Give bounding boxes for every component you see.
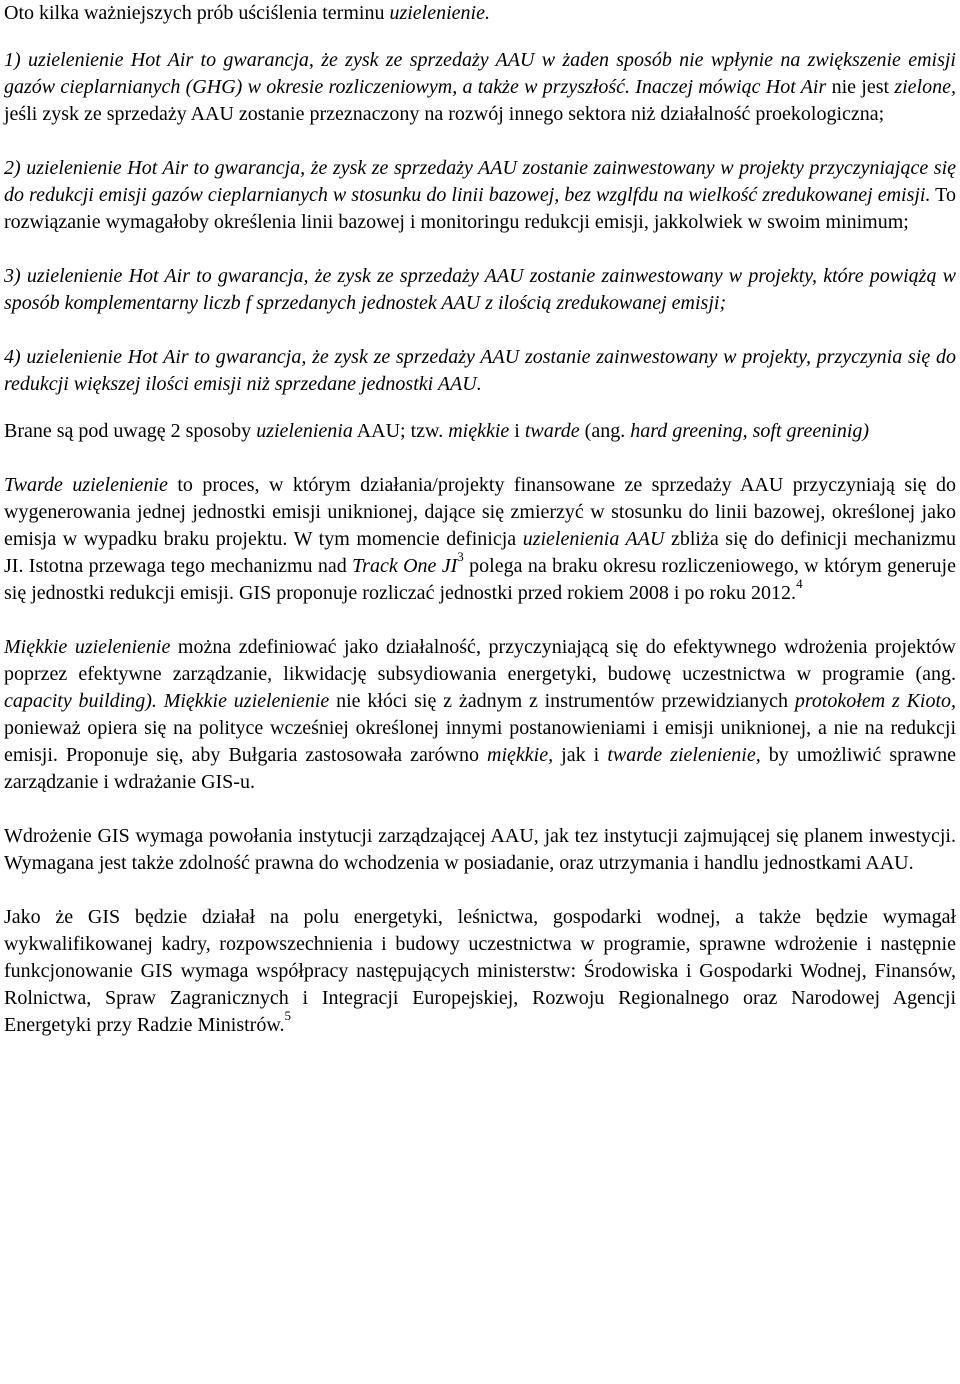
document-page	[4, 0, 956, 1039]
paragraph-5-text-h: hard greening, soft greeninig)	[630, 420, 870, 442]
paragraph-5-text-f: twarde	[524, 420, 580, 442]
paragraph-7-text-h: ponieważ opiera się na polityce wcześniej określonej innymi postanowieniami i emisji uniknionej, a nie na redukcji emisji. Proponuje się, aby Bułgaria zastosowała zarówno	[4, 717, 956, 766]
paragraph-7-text-k: twarde zielenienie,	[607, 744, 761, 766]
paragraph-6	[4, 472, 956, 607]
paragraph-7-text-c: capacity building).	[4, 690, 157, 712]
paragraph-7-text-g: protokołem z Kioto,	[794, 690, 957, 712]
paragraph-6-text-a: Twarde uzielenienie	[4, 474, 168, 496]
paragraph-3	[4, 263, 956, 317]
paragraph-9	[4, 904, 956, 1039]
paragraph-5-text-c: AAU; tzw.	[352, 420, 449, 442]
paragraph-5-text-e: i	[509, 420, 525, 442]
paragraph-5-text-a: Brane są pod uwagę 2 sposoby	[4, 420, 257, 442]
paragraph-1	[4, 47, 956, 128]
paragraph-2-text-b: To rozwiązanie wymagałoby określenia linii bazowej i monitoringu redukcji emisji, jakkolwiek w swoim minimum;	[4, 184, 956, 233]
paragraph-5-text-b: uzielenienia	[256, 420, 353, 442]
paragraph-7-text-a: Miękkie uzielenienie	[4, 636, 171, 658]
intro-text: Oto kilka ważniejszych prób uściślenia terminu	[4, 2, 390, 24]
footnote-ref-5: 5	[284, 1008, 291, 1024]
intro-line	[4, 0, 956, 27]
paragraph-8	[4, 823, 956, 877]
paragraph-5-text-g: (ang.	[579, 420, 631, 442]
paragraph-4	[4, 344, 956, 398]
paragraph-7-text-f: nie kłóci się z żadnym z instrumentów przewidzianych	[329, 690, 795, 712]
paragraph-9-text: Jako że GIS będzie działał na polu energetyki, leśnictwa, gospodarki wodnej, a także będzie wymagał wykwalifikowanej kadry, rozpowszechnienia i budowy uczestnictwa w programie, sprawne wdrożenie i następnie funkcjonowanie GIS wymaga współpracy następujących ministerstw: Środowiska i Gospodarki Wodnej, Finansów, Rolnictwa, Spraw Zagranicznych i Integracji Europejskiej, Rozwoju Regionalnego oraz Narodowej Agencji Energetyki przy Radzie Ministrów.	[4, 906, 956, 1036]
paragraph-7-text-d	[157, 690, 164, 712]
paragraph-7	[4, 634, 956, 796]
paragraph-6-text-d: zbliża się do definicji mechanizmu JI. Istotna przewaga tego mechanizmu nad	[4, 528, 957, 577]
paragraph-5	[4, 418, 956, 445]
paragraph-1-text-a: 1) uzielenienie Hot Air to gwarancja, że zysk ze sprzedaży AAU w żaden sposób nie wpłynie na zwiększenie emisji gazów cieplarnianych (GHG) w okresie rozliczeniowym, a także w przyszłość. Inaczej mówiąc Hot Air	[4, 49, 956, 98]
paragraph-6-text-b: to proces, w którym działania/projekty finansowane ze sprzedaży AAU przyczyniają się do wygenerowania jednej jednostki emisji uniknionej, dające się zmierzyć w stosunku do linii bazowej, określonej jako emisja w wypadku braku projektu. W tym momencie definicja	[4, 474, 956, 550]
paragraph-6-text-e: Track One JI	[352, 555, 458, 577]
paragraph-7-text-e: Miękkie uzielenienie	[163, 690, 330, 712]
paragraph-2-text-a: 2) uzielenienie Hot Air to gwarancja, że zysk ze sprzedaży AAU zostanie zainwestowany w projekty przyczyniające się do redukcji emisji gazów cieplarnianych w stosunku do linii bazowej, bez wzglfdu na wielkość zredukowanej emisji.	[4, 157, 956, 206]
footnote-ref-3: 3	[457, 549, 464, 565]
paragraph-1-text-d: jeśli zysk ze sprzedaży AAU zostanie przeznaczony na rozwój innego sektora niż działalność proekologiczna;	[4, 103, 885, 125]
paragraph-4-text: 4) uzielenienie Hot Air to gwarancja, że zysk ze sprzedaży AAU zostanie zainwestowany w projekty, przyczynia się do redukcji większej ilości emisji niż sprzedane jednostki AAU.	[4, 346, 956, 395]
paragraph-7-text-j: jak i	[553, 744, 608, 766]
footnote-ref-4: 4	[796, 576, 803, 592]
paragraph-3-text: 3) uzielenienie Hot Air to gwarancja, że zysk ze sprzedaży AAU zostanie zainwestowany w projekty, które powiążą w sposób komplementarny liczb f sprzedanych jednostek AAU z ilością zredukowanej emisji;	[4, 265, 956, 314]
intro-term: uzielenienie.	[389, 2, 490, 24]
paragraph-1-text-b: nie jest	[826, 76, 895, 98]
paragraph-7-text-i: miękkie,	[487, 744, 554, 766]
paragraph-2	[4, 155, 956, 236]
paragraph-1-text-c: zielone,	[894, 76, 956, 98]
paragraph-5-text-d: miękkie	[448, 420, 510, 442]
paragraph-7-text-l: by umożliwić sprawne zarządzanie i wdrażanie GIS-u.	[4, 744, 956, 793]
paragraph-7-text-b: można zdefiniować jako działalność, przyczyniającą się do efektywnego wdrożenia projektów poprzez efektywne zarządzanie, likwidację subsydiowania energetyki, budowę uczestnictwa w programie (ang.	[4, 636, 956, 685]
paragraph-6-text-f: polega na braku okresu rozliczeniowego, w którym generuje się jednostki redukcji emisji. GIS proponuje rozliczać jednostki przed rokiem 2008 i po roku 2012.	[4, 555, 956, 604]
paragraph-8-text: Wdrożenie GIS wymaga powołania instytucji zarządzającej AAU, jak tez instytucji zajmującej się planem inwestycji. Wymagana jest także zdolność prawna do wchodzenia w posiadanie, oraz utrzymania i handlu jednostkami AAU.	[4, 825, 956, 874]
paragraph-6-text-c: uzielenienia AAU	[522, 528, 665, 550]
